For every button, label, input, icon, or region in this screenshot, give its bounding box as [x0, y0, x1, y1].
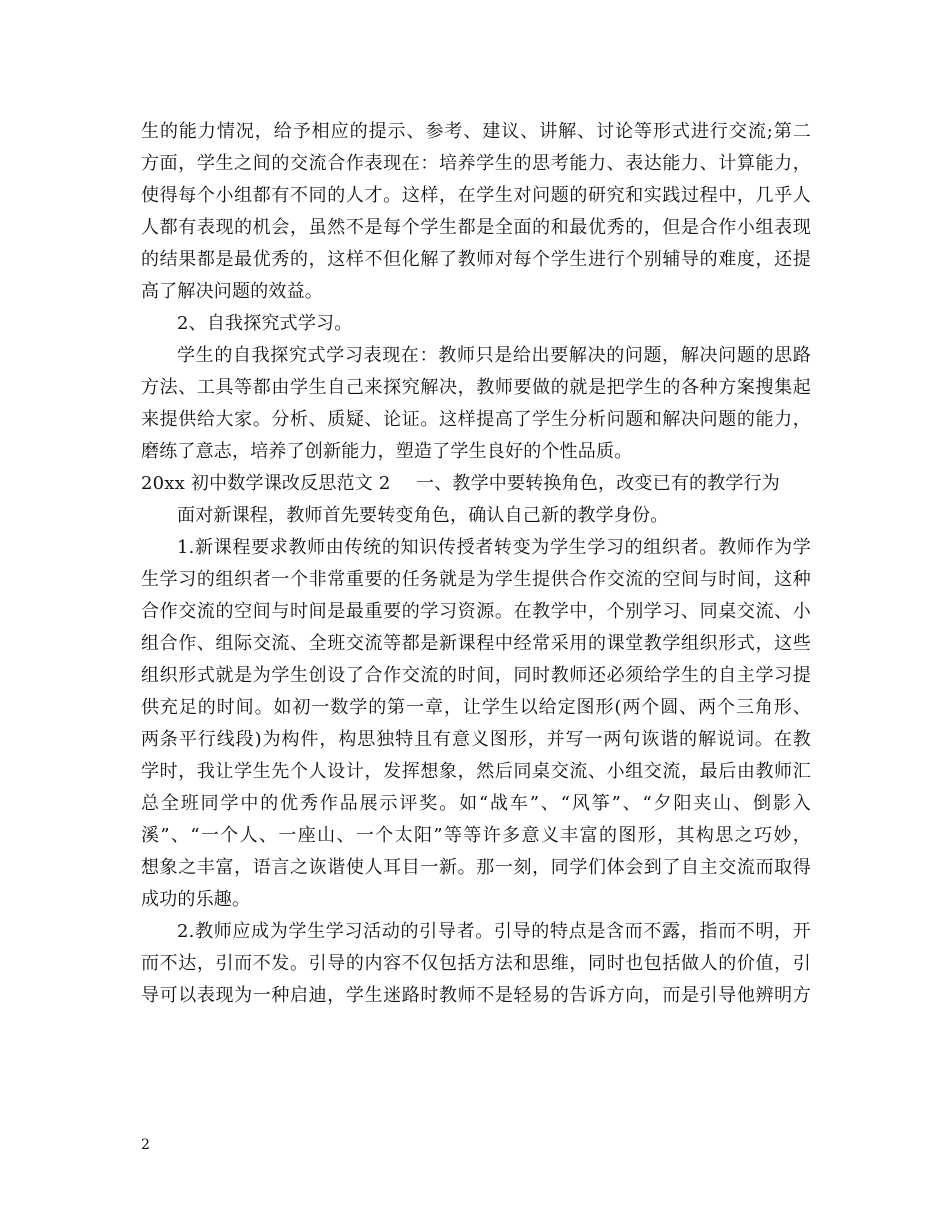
- text-line: 高了解决问题的效益。: [141, 281, 323, 302]
- paragraph-self-inquiry: [141, 340, 811, 468]
- text-line: 磨练了意志，培养了创新能力，塑造了学生良好的个性品质。: [141, 441, 633, 462]
- text-line: 组织形式就是为学生创设了合作交流的时间，同时教师还必须给学生的自主学习提: [141, 665, 811, 686]
- paragraph-organizer: [141, 532, 811, 916]
- text-line: 想象之丰富，语言之诙谐使人耳目一新。那一刻，同学们体会到了自主交流而取得: [141, 857, 811, 878]
- text-line: 使得每个小组都有不同的人才。这样，在学生对问题的研究和实践过程中，几乎人: [141, 185, 811, 206]
- text-line: 的结果都是最优秀的，这样不但化解了教师对每个学生进行个别辅导的难度，还提: [141, 249, 811, 270]
- text-line: 供充足的时间。如初一数学的第一章，让学生以给定图形(两个圆、两个三角形、: [141, 697, 811, 718]
- text-line: 组合作、组际交流、全班交流等都是新课程中经常采用的课堂教学组织形式，这些: [141, 633, 811, 654]
- text-line: 成功的乐趣。: [141, 889, 251, 910]
- section-heading-self-inquiry: 2、自我探究式学习。: [177, 313, 353, 334]
- text-line: 总全班同学中的优秀作品展示评奖。如“战车”、“风筝”、“夕阳夹山、倒影入: [141, 793, 811, 814]
- paragraph-cooperation: [141, 116, 811, 308]
- text-line: 方面，学生之间的交流合作表现在：培养学生的思考能力、表达能力、计算能力，: [141, 153, 811, 174]
- paragraph-role-change: 面对新课程，教师首先要转变角色，确认自己新的教学身份。: [177, 505, 669, 526]
- text-line: 两条平行线段)为构件，构思独特且有意义图形，并写一两句诙谐的解说词。在教: [141, 729, 811, 750]
- text-line: 1.新课程要求教师由传统的知识传授者转变为学生学习的组织者。教师作为学: [177, 537, 811, 558]
- text-line: 方法、工具等都由学生自己来探究解决，教师要做的就是把学生的各种方案搜集起: [141, 377, 811, 398]
- text-line: 学生的自我探究式学习表现在：教师只是给出要解决的问题，解决问题的思路: [177, 345, 811, 366]
- article-first-section: 一、教学中要转换角色，改变已有的教学行为: [416, 473, 780, 494]
- text-line: 学时，我让学生先个人设计，发挥想象，然后同桌交流、小组交流，最后由教师汇: [141, 761, 811, 782]
- text-line: 而不达，引而不发。引导的内容不仅包括方法和思维，同时也包括做人的价值，引: [141, 953, 811, 974]
- paragraph-guide: [141, 916, 811, 1012]
- text-line: 来提供给大家。分析、质疑、论证。这样提高了学生分析问题和解决问题的能力，: [141, 409, 811, 430]
- text-line: 生的能力情况，给予相应的提示、参考、建议、讲解、讨论等形式进行交流;第二: [141, 121, 811, 142]
- article-heading: [141, 468, 811, 500]
- text-line: 溪”、“一个人、一座山、一个太阳”等等许多意义丰富的图形，其构思之巧妙，: [141, 825, 811, 846]
- text-line: 合作交流的空间与时间是最重要的学习资源。在教学中，个别学习、同桌交流、小: [141, 601, 811, 622]
- text-line: 人都有表现的机会，虽然不是每个学生都是全面的和最优秀的，但是合作小组表现: [141, 217, 811, 238]
- document-body: [141, 116, 811, 1012]
- page-number: 2: [141, 1137, 150, 1153]
- article-title: 20xx 初中数学课改反思范文 2: [141, 473, 391, 494]
- text-line: 生学习的组织者一个非常重要的任务就是为学生提供合作交流的空间与时间，这种: [141, 569, 811, 590]
- text-line: 导可以表现为一种启迪，学生迷路时教师不是轻易的告诉方向，而是引导他辨明方: [141, 985, 811, 1006]
- text-line: 2.教师应成为学生学习活动的引导者。引导的特点是含而不露，指而不明，开: [177, 921, 811, 942]
